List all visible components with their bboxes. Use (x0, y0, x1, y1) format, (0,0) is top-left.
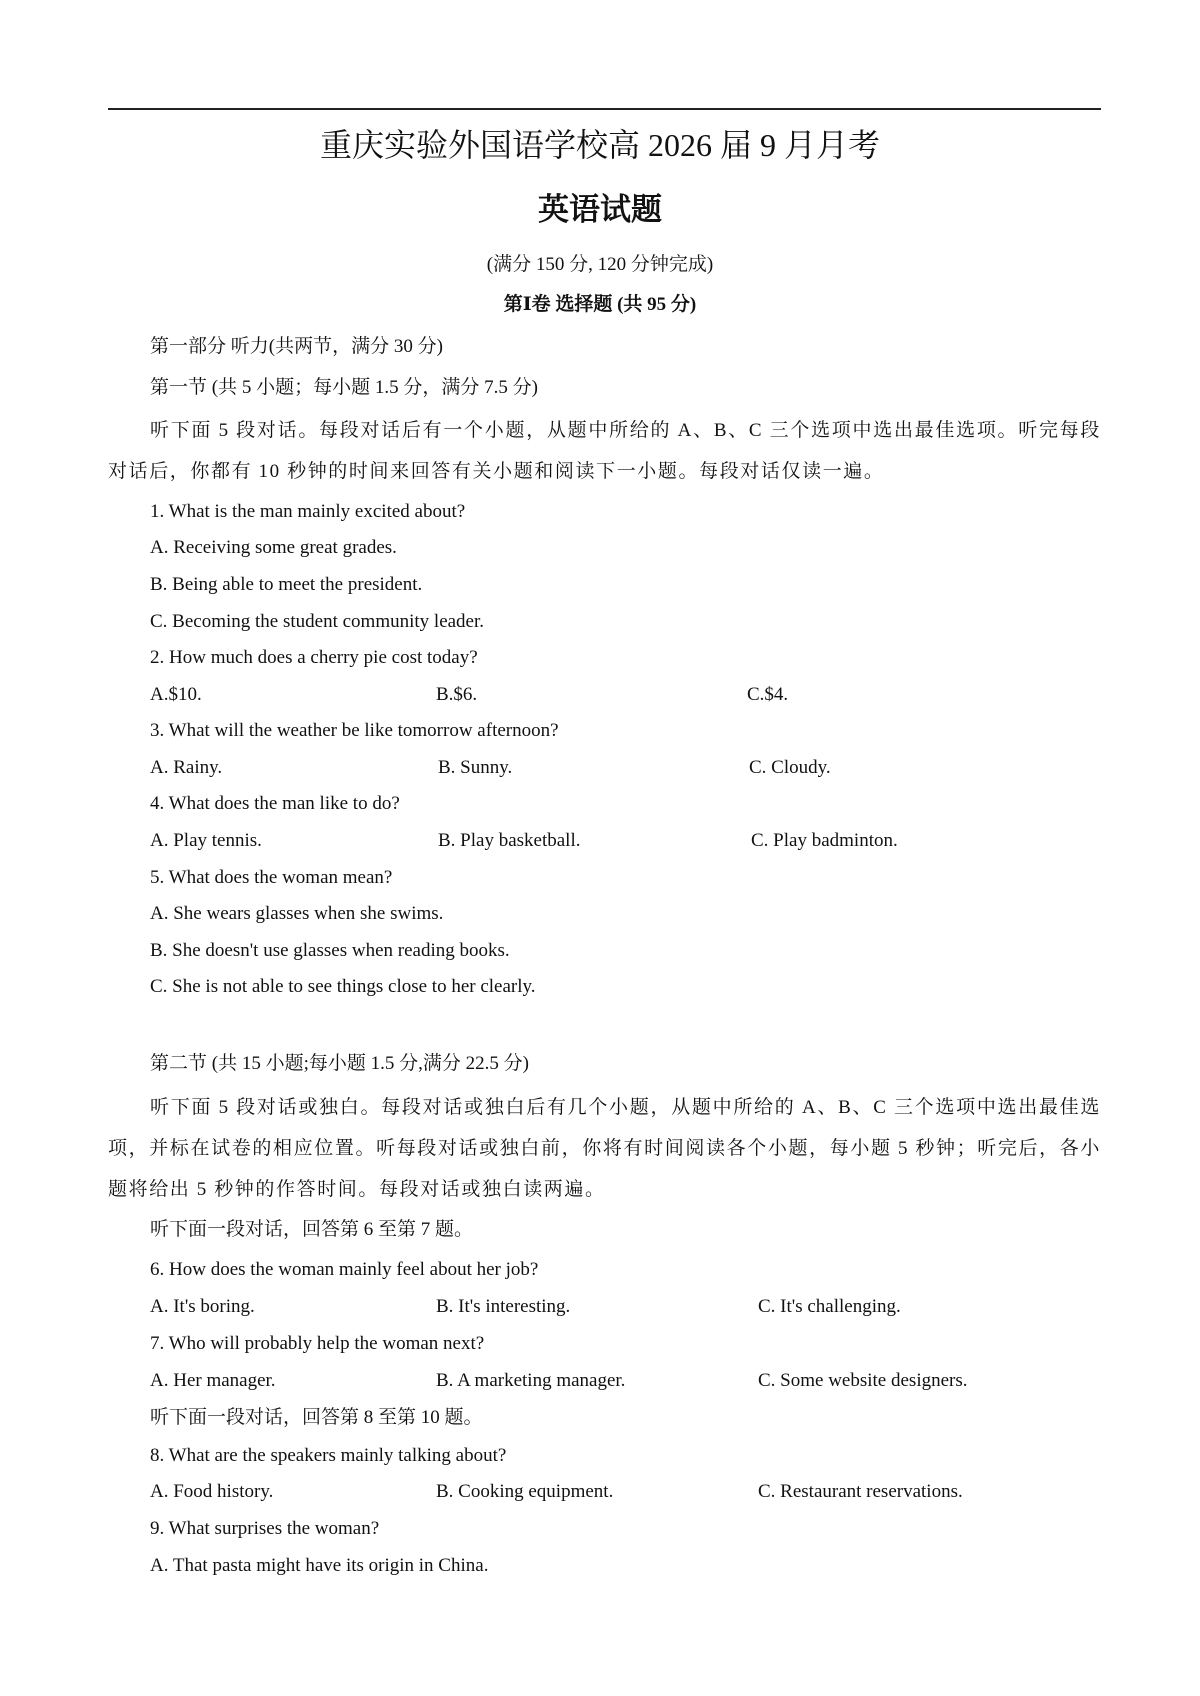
option: B. Sunny. (438, 757, 513, 778)
option: B. Play basketball. (438, 830, 581, 851)
question-stem: 9. What surprises the woman? (150, 1518, 380, 1539)
question-stem: 6. How does the woman mainly feel about her job? (150, 1259, 539, 1280)
option: C. Some website designers. (758, 1370, 968, 1391)
option: B. She doesn't use glasses when reading books. (150, 940, 510, 961)
section2-instructions: 听下面 5 段对话或独白。每段对话或独白后有几个小题，从题中所给的 A、B、C 三个选项中选出最佳选项，并标在试卷的相应位置。听每段对话或独白前，你将有时间阅读各个小题，每小题 5 秒钟；听完后，各小题将给出 5 秒钟的作答时间。每段对话或独白读两遍。 (108, 1097, 1101, 1200)
section2-heading: 第二节 (共 15 小题;每小题 1.5 分,满分 22.5 分) (150, 1053, 529, 1074)
question-stem: 7. Who will probably help the woman next? (150, 1333, 485, 1354)
option: A. Receiving some great grades. (150, 537, 397, 558)
question-stem: 2. How much does a cherry pie cost today? (150, 647, 478, 668)
option: B. Being able to meet the president. (150, 574, 423, 595)
option: A. Her manager. (150, 1370, 276, 1391)
option: C.$4. (747, 684, 789, 705)
option: B. Cooking equipment. (436, 1481, 614, 1502)
exam-title: 重庆实验外国语学校高 2026 届 9 月月考 (319, 127, 880, 163)
option: A.$10. (150, 684, 202, 705)
question-stem: 5. What does the woman mean? (150, 867, 393, 888)
option: C. She is not able to see things close to her clearly. (150, 976, 536, 997)
section1-heading: 第一节 (共 5 小题；每小题 1.5 分，满分 7.5 分) (150, 377, 538, 398)
option: A. Play tennis. (150, 830, 262, 851)
question-stem: 1. What is the man mainly excited about? (150, 501, 466, 522)
option: A. She wears glasses when she swims. (150, 903, 444, 924)
volume-heading: 第Ⅰ卷 选择题 (共 95 分) (503, 294, 697, 315)
exam-subtitle: 英语试题 (538, 192, 662, 228)
option: C. Play badminton. (751, 830, 898, 851)
option: B. A marketing manager. (436, 1370, 626, 1391)
question-stem: 8. What are the speakers mainly talking about? (150, 1445, 507, 1466)
section1-instructions: 听下面 5 段对话。每段对话后有一个小题，从题中所给的 A、B、C 三个选项中选出最佳选项。听完每段对话后，你都有 10 秒钟的时间来回答有关小题和阅读下一小题。每段对话仅读一遍。 (108, 420, 1101, 482)
exam-note: (满分 150 分, 120 分钟完成) (486, 254, 714, 275)
header-rule (108, 108, 1101, 110)
question-stem: 3. What will the weather be like tomorrow afternoon? (150, 720, 559, 741)
option: B. It's interesting. (436, 1296, 571, 1317)
part1-heading: 第一部分 听力(共两节，满分 30 分) (150, 336, 443, 357)
option: C. Restaurant reservations. (758, 1481, 963, 1502)
option: C. Becoming the student community leader. (150, 611, 485, 632)
option: A. That pasta might have its origin in China. (150, 1555, 489, 1576)
option: A. It's boring. (150, 1296, 255, 1317)
option: A. Rainy. (150, 757, 223, 778)
group-heading: 听下面一段对话，回答第 6 至第 7 题。 (150, 1219, 474, 1240)
group-heading: 听下面一段对话，回答第 8 至第 10 题。 (150, 1407, 483, 1428)
option: B.$6. (436, 684, 478, 705)
option: C. It's challenging. (758, 1296, 901, 1317)
option: A. Food history. (150, 1481, 274, 1502)
option: C. Cloudy. (749, 757, 831, 778)
question-stem: 4. What does the man like to do? (150, 793, 400, 814)
